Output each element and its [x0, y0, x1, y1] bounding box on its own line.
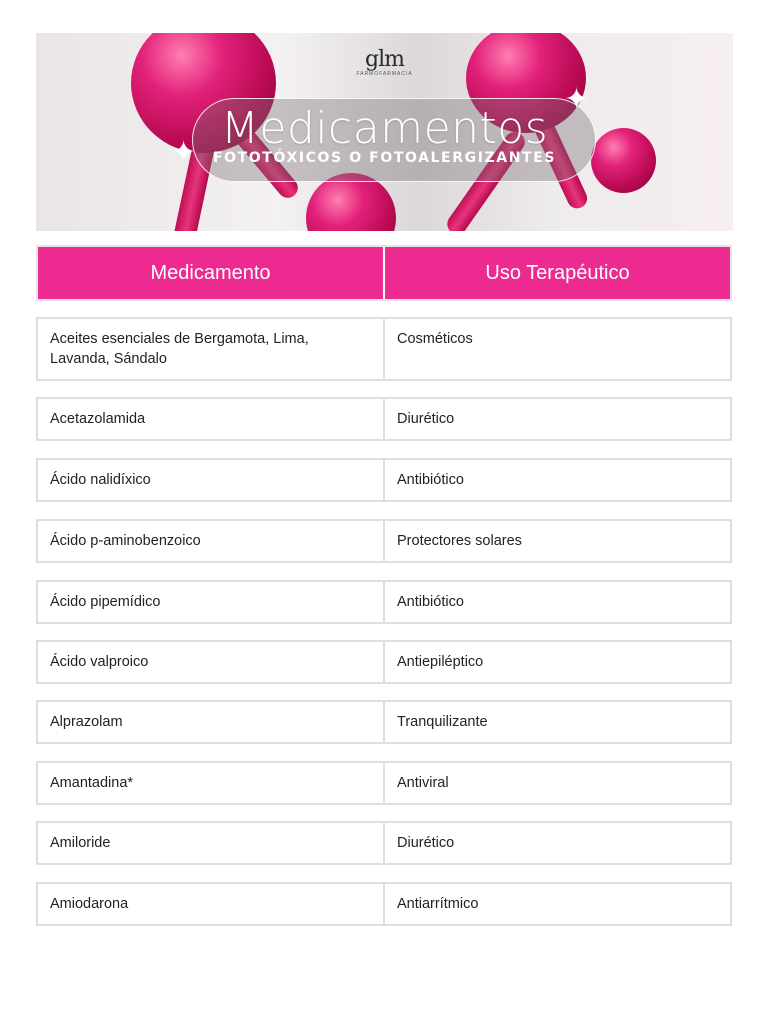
cell-uso: Diurético — [383, 399, 730, 439]
table-row — [36, 458, 732, 502]
table-row — [36, 519, 732, 563]
cell-medicamento: Ácido p-aminobenzoico — [50, 533, 201, 549]
table-row — [36, 580, 732, 624]
brand-subtitle: FARMOFARMACIA — [356, 71, 413, 77]
cell-uso: Antiviral — [383, 763, 730, 803]
table-row — [36, 640, 732, 684]
cell-uso: Antibiótico — [383, 460, 730, 500]
cell-uso: Cosméticos — [383, 319, 730, 379]
cell-medicamento: Ácido nalidíxico — [50, 472, 151, 488]
table-header — [36, 245, 732, 301]
header-uso-terapeutico: Uso Terapéutico — [383, 247, 730, 299]
cell-uso: Tranquilizante — [383, 702, 730, 742]
table-row — [36, 882, 732, 926]
cell-uso: Antibiótico — [383, 582, 730, 622]
banner-title: Medicamentos — [220, 103, 549, 154]
brand-logo: glm — [365, 47, 404, 72]
banner-subtitle: FOTOTÓXICOS O FOTOALERGIZANTES — [212, 150, 557, 166]
table-row — [36, 397, 732, 441]
table-row — [36, 761, 732, 805]
cell-medicamento: Ácido pipemídico — [50, 594, 161, 610]
sparkle-icon: ✦ — [171, 136, 197, 169]
cell-uso: Antiarrítmico — [383, 884, 730, 924]
cell-uso: Protectores solares — [383, 521, 730, 561]
cell-medicamento: Acetazolamida — [50, 411, 146, 427]
header-banner — [36, 33, 733, 231]
cell-medicamento: Amantadina* — [50, 775, 134, 791]
cell-medicamento: Amiloride — [50, 835, 111, 851]
table-row — [36, 317, 732, 381]
cell-uso: Antiepiléptico — [383, 642, 730, 682]
table-row — [36, 700, 732, 744]
cell-medicamento: Aceites esenciales de Bergamota, Lima, Lavanda, Sándalo — [50, 331, 309, 367]
cell-medicamento: Amiodarona — [50, 896, 129, 912]
cell-uso: Diurético — [383, 823, 730, 863]
cell-medicamento: Alprazolam — [50, 714, 123, 730]
sparkle-icon: ✦ — [564, 83, 590, 116]
table-row — [36, 821, 732, 865]
cell-medicamento: Ácido valproico — [50, 654, 149, 670]
header-medicamento: Medicamento — [150, 261, 271, 284]
